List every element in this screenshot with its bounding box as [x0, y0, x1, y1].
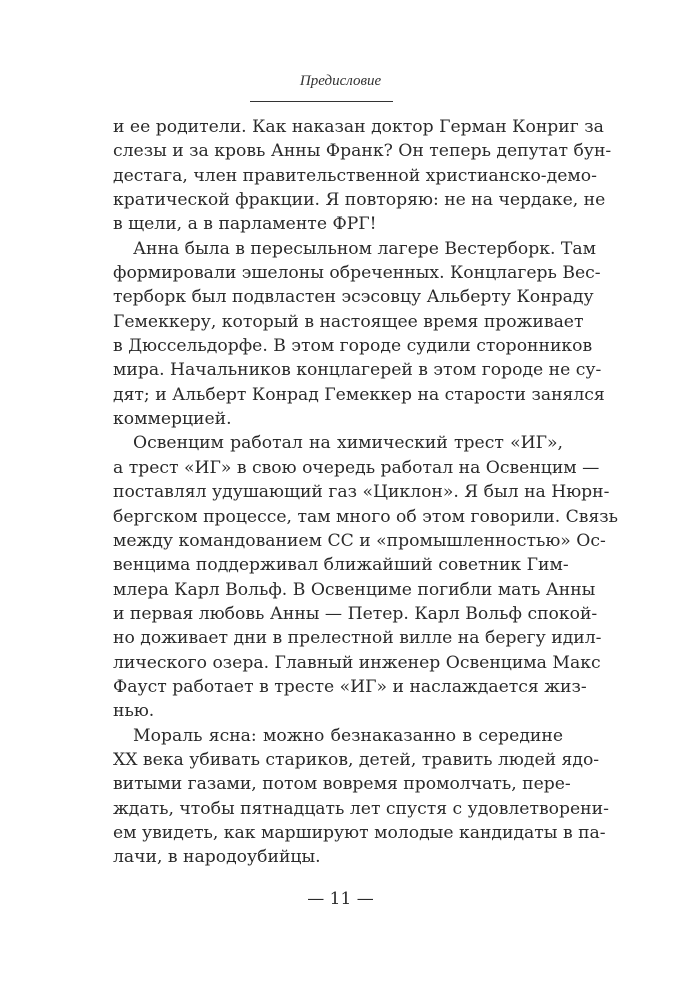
- paragraph: [113, 237, 605, 432]
- text-line: ждать, чтобы пятнадцать лет спустя с удовлетворени-: [113, 798, 609, 819]
- paragraph: [113, 724, 609, 870]
- text-line: XX века убивать стариков, детей, травить людей ядо-: [113, 749, 600, 770]
- paragraph: [113, 115, 612, 237]
- running-head: Предисловие: [299, 73, 382, 89]
- body-text: [113, 115, 619, 870]
- text-line: ем увидеть, как маршируют молодые кандидаты в па-: [113, 822, 606, 843]
- text-line: и ее родители. Как наказан доктор Герман Конриг за: [113, 117, 604, 137]
- text-line: бергском процессе, там много об этом говорили. Связь: [113, 506, 619, 527]
- text-line: коммерцией.: [113, 409, 232, 430]
- text-line: Мораль ясна: можно безнаказанно в середине: [133, 725, 563, 746]
- text-line: формировали эшелоны обреченных. Концлагерь Вес-: [113, 263, 601, 284]
- text-line: терборк был подвластен эсэсовцу Альберту Конраду: [113, 287, 594, 308]
- text-line: Гемеккеру, который в настоящее время проживает: [113, 311, 584, 332]
- text-line: мира. Начальников концлагерей в этом городе не су-: [113, 360, 602, 381]
- text-line: лического озера. Главный инженер Освенцима Макс: [113, 652, 601, 673]
- text-line: но доживает дни в прелестной вилле на берегу идил-: [113, 628, 602, 649]
- page-number: — 11 —: [307, 889, 374, 909]
- text-line: а трест «ИГ» в свою очередь работал на Освенцим —: [113, 457, 600, 478]
- text-line: поставлял удушающий газ «Циклон». Я был на Нюрн-: [113, 482, 610, 503]
- text-line: Фауст работает в тресте «ИГ» и наслаждается жиз-: [113, 676, 587, 697]
- text-line: и первая любовь Анны — Петер. Карл Вольф спокой-: [113, 603, 598, 624]
- text-line: нью.: [113, 701, 155, 722]
- text-line: между командованием СС и «промышленностью» Ос-: [113, 530, 606, 551]
- text-line: дят; и Альберт Конрад Гемеккер на старости занялся: [113, 384, 605, 405]
- text-line: лачи, в народоубийцы.: [113, 847, 321, 868]
- text-line: слезы и за кровь Анны Франк? Он теперь депутат бун-: [113, 141, 612, 162]
- text-line: Анна была в пересыльном лагере Вестерборк. Там: [133, 238, 596, 259]
- text-line: в Дюссельдорфе. В этом городе судили сторонников: [113, 336, 593, 357]
- text-line: венцима поддерживал ближайший советник Гим-: [113, 555, 569, 576]
- text-line: кратической фракции. Я повторяю: не на чердаке, не: [113, 190, 606, 211]
- text-line: Освенцим работал на химический трест «ИГ»,: [133, 433, 563, 454]
- header-rule: [250, 101, 393, 102]
- paragraph: [113, 431, 619, 723]
- text-line: витыми газами, потом вовремя промолчать, пере-: [113, 774, 571, 795]
- text-line: дестага, член правительственной христианско-демо-: [113, 165, 597, 186]
- text-line: млера Карл Вольф. В Освенциме погибли мать Анны: [113, 579, 596, 600]
- text-line: в щели, а в парламенте ФРГ!: [113, 214, 377, 235]
